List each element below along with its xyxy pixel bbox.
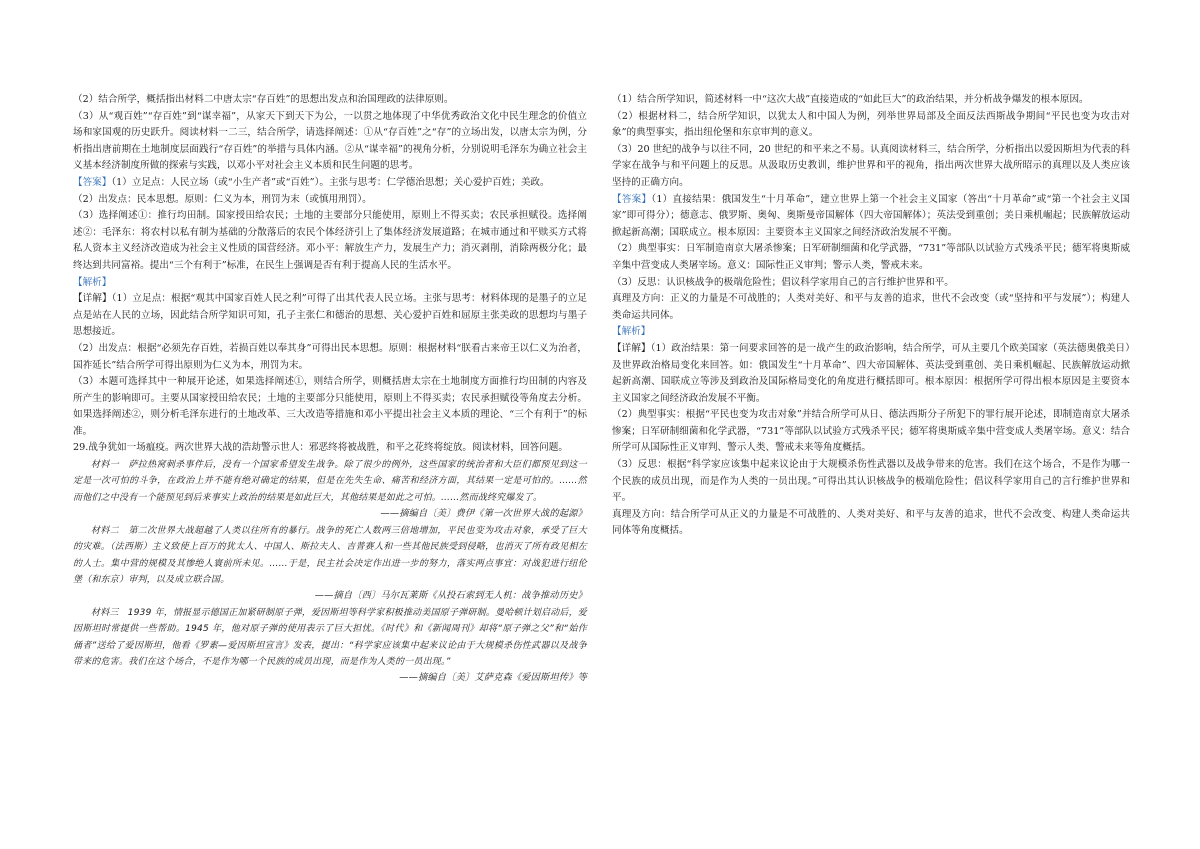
answer-block [612, 192, 1130, 242]
left-column [73, 92, 587, 687]
right-column [612, 92, 1130, 540]
detail-2: （2）典型事实：根据“平民也变为攻击对象”并结合所学可从日、德法西斯分子所犯下的罪行展开论述，即制造南京大屠杀惨案；日军研制细菌和化学武器，“731”等部队以试验方式残杀平民；德军将奥斯威辛集中营变成人类屠宰场。意义：结合所学可从国际性正义审判、警示人类、警戒未来等角度概括。 [612, 409, 1130, 454]
answer-4: 真理及方向：正义的力量是不可战胜的；人类对美好、和平与友善的追求，世代不会改变（或“坚持和平与发展”）；构建人类命运共同体。 [612, 293, 1130, 321]
answer-tag: 【答案】 [73, 176, 112, 188]
material-3: 材料三 1939 年，情报显示德国正加紧研制原子弹，爱因斯坦等科学家积极推动美国原子弹研制。曼哈顿计划启动后，爱因斯坦时常提供一些帮助。1945 年，他对原子弹的使用表示了巨大担忧。《时代》和《新闻周刊》却将“原子弹之父”和“始作俑者”送给了爱因斯坦，他看《罗素—爱因斯坦宣言》发表，提出：“科学家应该集中起来议论由于大规模杀伤性武器以及战争带来的危害。我们在这个场合，不是作为哪一个民族的成员出现，而是作为人类的一员出现。” [73, 607, 587, 667]
source-1: ——摘编自〔美〕费伊《第一次世界大战的起源》 [380, 508, 587, 520]
detail-1: 【详解】（1）立足点：根据“观其中国家百姓人民之利”可得了出其代表人民立场。主张与思考：材料体现的是墨子的立足点是站在人民的立场，因此结合所学知识可知，孔子主张仁和德治的思想、关心爱护百姓和屈原主张美政的思想均与墨子思想接近。 [73, 293, 587, 338]
answer-3: （3）选择阐述①：推行均田制。国家授田给农民；土地的主要部分只能使用，原则上不得买卖；农民承担赋役。选择阐述②：毛泽东：将农村以私有制为基础的分散落后的农民个体经济引上了集体经济发展道路；在城市通过和平赎买方式将私人资本主义经济改造成为社会主义性质的国营经济。邓小平：解放生产力，发展生产力；消灭剥削，消除两极分化；最终达到共同富裕。提出“三个有利于”标准，在民生上强调是否有利于提高人民的生活水平。 [73, 210, 587, 271]
detail-3: （3）本题可选择其中一种展开论述，如果选择阐述①，则结合所学，则概括唐太宗在土地制度方面推行均田制的内容及所产生的影响即可。主要从国家授田给农民；土地的主要部分只能使用，原则上不得买卖；农民承担赋役等角度去分析。如果选择阐述②，则分析毛泽东进行的土地改革、三大改造等措施和邓小平提出社会主义本质的理论、“三个有利于”的标准。 [73, 376, 587, 437]
analysis-tag: 【解析】 [612, 326, 651, 338]
answer-tag: 【答案】 [612, 193, 652, 205]
answer-1: （1）立足点：人民立场（或“小生产者”或“百姓”）。主张与思考：仁学德治思想；关心爱护百姓；美政。 [111, 176, 550, 188]
detail-2: （2）出发点：根据“必须先存百姓，若损百姓以奉其身”可得出民本思想。原则：根据材料“朕看古来帝王以仁义为治者，国祚延长”结合所学可得出原则为仁义为本，刑罚为末。 [73, 342, 587, 371]
answer-block [73, 175, 587, 192]
answer-2: （2）出发点：民本思想。原则：仁义为本，刑罚为末（或慎用刑罚）。 [73, 193, 372, 205]
material-2: 材料二 第二次世界大战超越了人类以往所有的暴行。战争的死亡人数两三倍地增加，平民也变为攻击对象，承受了巨大的灾难。（法西斯）主义致使上百万的犹太人、中国人、斯拉夫人、吉普赛人和一些其他民族受到侵略，也消灭了所有政见相左的人士。集中营的规模及其惨绝人寰前所未见。……于是，民主社会决定作出进一步的努力，落实两点事宜：对战犯进行纽伦堡（和东京）审判，以及成立联合国。 [73, 525, 587, 585]
answer-1: （1）直接结果：俄国发生“十月革命”，建立世界上第一个社会主义国家（答出“十月革命”或“第一个社会主义国家”即可得分）；德意志、俄罗斯、奥匈、奥斯曼帝国解体（四大帝国解体）；英法受到重创；美日乘机崛起；民族解放运动掀起新高潮；国联成立。根本原因：主要资本主义国家之间经济政治发展不平衡。 [612, 193, 1131, 238]
detail-1: 【详解】（1）政治结果：第一问要求回答的是一战产生的政治影响，结合所学，可从主要几个欧美国家（英法德奥俄美日）及世界政治格局变化来回答。如：俄国发生“十月革命”、四大帝国解体、英法受到重创、美日乘机崛起、民族解放运动掀起新高潮、国联成立等涉及到政治及国际格局变化的角度进行概括即可。根本原因：根据所学可得出根本原因是主要资本主义国家之间经济政治发展不平衡。 [612, 342, 1130, 404]
question-29: 29.战争犹如一场瘟疫。两次世界大战的浩劫警示世人：邪恶终将被战胜，和平之花终将绽放。阅读材料，回答问题。 [73, 442, 568, 454]
material-1: 材料一 萨拉热窝刺杀事件后，没有一个国家希望发生战争。除了很少的例外，这些国家的统治者和大臣们都预见到这一定是一次可怕的斗争，在政治上并不能有绝对确定的结果，但是在先失生命、痛苦和经济方面，其结果一定是可怕的。……然而他们之中没有一个能预见到后来事实上政治的结果是如此巨大，其他结果是如此之可怕。……然而战终究爆发了。 [73, 460, 587, 503]
question-part-3: （3）从“观百姓”“存百姓”到“谋幸福”，从家天下到天下为公，一以贯之地体现了中华优秀政治文化中民生理念的价值立场和家国观的历史跃升。阅读材料一二三，结合所学，请选择阐述：①从“存百姓”之“存”的立场出发，以唐太宗为例，分析指出唐前期在土地制度层面践行“存百姓”的举措与具体内涵。②从“谋幸福”的视角分析，分别说明毛泽东为确立社会主义基本经济制度所做的探索与实践，以邓小平对社会主义本质和民生问题的思考。 [73, 110, 587, 172]
source-3: ——摘编自〔美〕艾萨克森《爱因斯坦传》等 [399, 672, 587, 684]
detail-3: （3）反思：根据“科学家应该集中起来议论由于大规模杀伤性武器以及战争带来的危害。我们在这个场合，不是作为哪一个民族的成员出现，而是作为人类的一员出现。”可得出其认识核战争的极端危险性；倡议科学家用自己的言行维护世界和平。 [612, 459, 1130, 504]
sub-question-3: （3）20 世纪的战争与以往不同，20 世纪的和平来之不易。认真阅读材料三，结合所学，分析指出以爱因斯坦为代表的科学家在战争与和平问题上的反思。从汲取历史教训，维护世界和平的视角，指出两次世界大战所昭示的真理以及人类应该坚持的正确方向。 [612, 143, 1130, 188]
answer-2: （2）典型事实：日军制造南京大屠杀惨案；日军研制细菌和化学武器，“731”等部队以试验方式残杀平民；德军将奥斯威辛集中营变成人类屠宰场。意义：国际性正义审判；警示人类，警戒未来。 [612, 243, 1130, 271]
question-part-2: （2）结合所学，概括指出材料二中唐太宗“存百姓”的思想出发点和治国理政的法律原则。 [73, 94, 454, 105]
material-block [73, 457, 587, 687]
sub-question-1: （1）结合所学知识，简述材料一中“这次大战”直接造成的“如此巨大”的政治结果，并分析战争爆发的根本原因。 [612, 94, 1089, 105]
source-2: ——摘自〔西〕马尔瓦莱斯《从投石索到无人机：战争推动历史》 [314, 590, 587, 602]
analysis-tag: 【解析】 [73, 276, 112, 288]
sub-question-2: （2）根据材料二，结合所学知识，以犹太人和中国人为例，列举世界局部及全面反法西斯战争期间“平民也变为攻击对象”的典型事实，指出纽伦堡和东京审判的意义。 [612, 110, 1130, 139]
detail-4: 真理及方向：结合所学可从正义的力量是不可战胜的、人类对美好、和平与友善的追求，世代不会改变、构建人类命运共同体等角度概括。 [612, 508, 1130, 537]
answer-3: （3）反思：认识核战争的极端危险性；倡议科学家用自己的言行维护世界和平。 [612, 276, 954, 288]
